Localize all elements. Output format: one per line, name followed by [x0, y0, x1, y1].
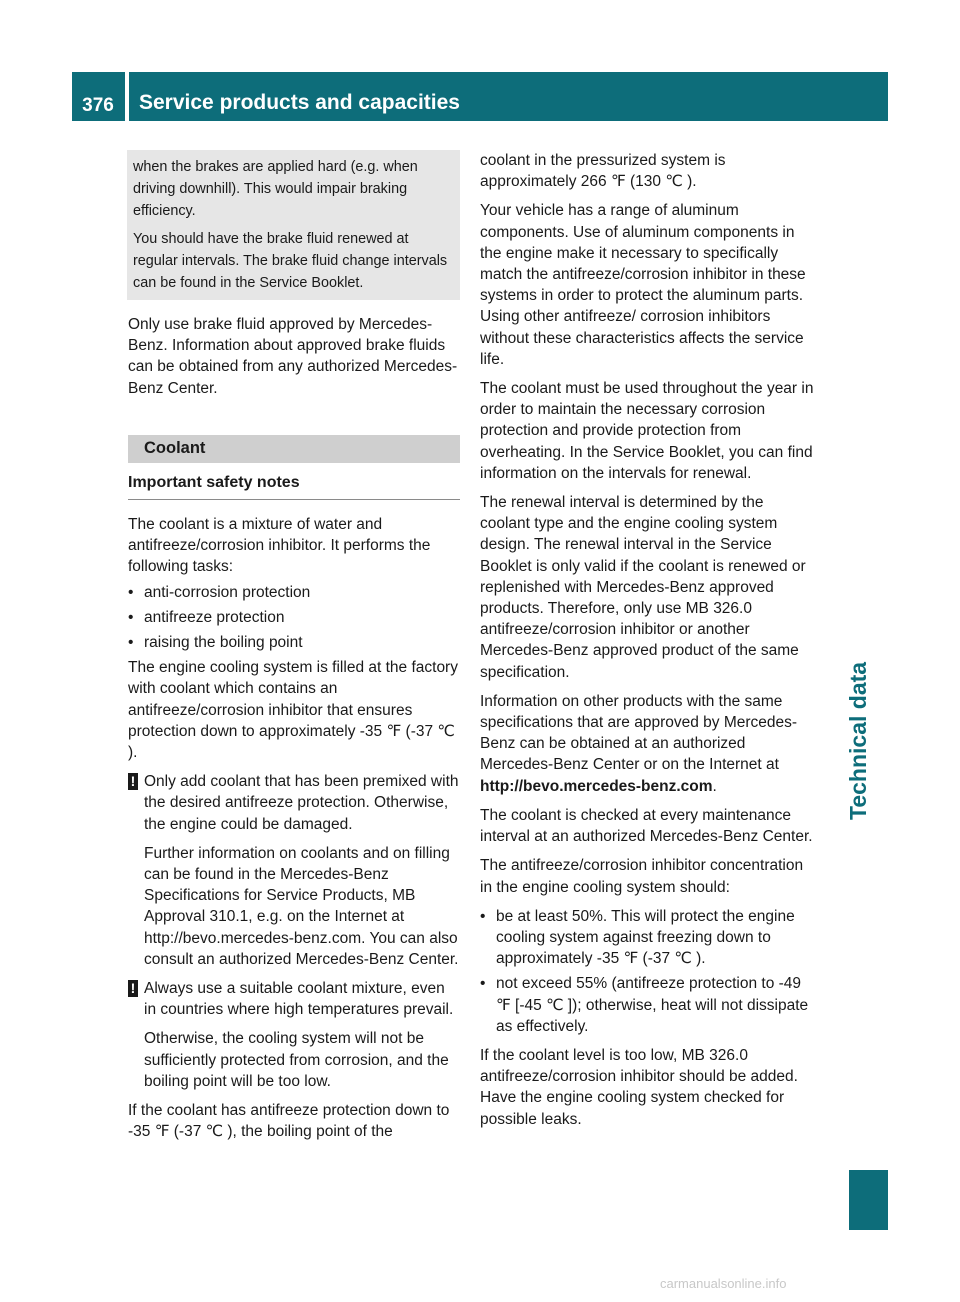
- paragraph: Your vehicle has a range of aluminum components. Use of aluminum components in the engine make it necessary to specifically match the antifreeze/corrosion inhibitor in these systems in order to protect the aluminum parts. Using other antifreeze/ corrosion inhibitors without these characteristics affects the service life.: [480, 202, 806, 368]
- list-item: [128, 607, 460, 628]
- list-item: [128, 582, 460, 603]
- list-item: [480, 906, 814, 970]
- note-paragraph: You should have the brake fluid renewed at regular intervals. The brake fluid change intervals can be found in the Service Booklet.: [133, 231, 448, 291]
- warning-block: [128, 978, 460, 1092]
- list-item-text: not exceed 55% (antifreeze protection to -49 ℉ [-45 ℃ ]); otherwise, heat will not dissipate as effectively.: [496, 975, 809, 1035]
- warning-text: Otherwise, the cooling system will not be sufficiently protected from corrosion, and the boiling point will be too low.: [144, 1030, 449, 1090]
- bullet-icon: •: [128, 634, 134, 652]
- punctuation: .: [712, 777, 717, 795]
- side-tab-marker: [849, 1170, 888, 1230]
- page-number: 376: [82, 95, 114, 116]
- paragraph: [480, 691, 814, 797]
- warning-icon: !: [128, 980, 138, 997]
- header-divider: [125, 72, 129, 121]
- paragraph: If the coolant level is too low, MB 326.0 antifreeze/corrosion inhibitor should be added. Have the engine cooling system checked for possible leaks.: [480, 1046, 798, 1128]
- paragraph: The coolant must be used throughout the year in order to maintain the necessary corrosion protection and provide protection from overheating. In the Service Booklet, you can find information on the intervals for renewal.: [480, 380, 814, 482]
- watermark: carmanualsonline.info: [660, 1276, 787, 1291]
- paragraph: The renewal interval is determined by the coolant type and the engine cooling system design. The renewal interval in the Service Booklet is only valid if the coolant is renewed or replenished with Mercedes-Benz approved products. Therefore, only use MB 326.0 antifreeze/corrosion inhibitor or another Mercedes-Benz approved product of the same specification.: [480, 494, 806, 681]
- left-column: [128, 150, 460, 1143]
- closing-paragraph: If the coolant has antifreeze protection down to -35 ℉ (-37 ℃ ), the boiling point of the: [128, 1102, 450, 1141]
- bullet-icon: •: [128, 608, 134, 626]
- list-item: [480, 973, 814, 1037]
- concentration-list: [480, 906, 814, 1037]
- warning-text: Only add coolant that has been premixed with the desired antifreeze protection. Otherwise, the engine could be damaged.: [144, 773, 459, 833]
- paragraph: The antifreeze/corrosion inhibitor concentration in the engine cooling system should:: [480, 857, 804, 896]
- page-title: Service products and capacities: [139, 91, 460, 114]
- warning-block: [128, 771, 460, 970]
- paragraph-text: Information on other products with the same specifications that are approved by Mercedes-Benz can be obtained at an authorized Mercedes-Benz Center or on the Internet at: [480, 692, 798, 774]
- subheading: Important safety notes: [128, 472, 460, 500]
- factory-fill-paragraph: The engine cooling system is filled at the factory with coolant which contains an antifreeze/corrosion inhibitor that ensures protection down to approximately -35 ℉ (-37 ℃ ).: [128, 659, 458, 762]
- right-column: [480, 150, 814, 1130]
- list-item-text: raising the boiling point: [144, 634, 303, 652]
- list-item-text: be at least 50%. This will protect the engine cooling system against freezing down to approximately -35 ℉ (-37 ℃ ).: [496, 907, 795, 968]
- bullet-icon: •: [480, 975, 486, 993]
- note-paragraph: when the brakes are applied hard (e.g. when driving downhill). This would impair braking efficiency.: [133, 159, 418, 219]
- website-link[interactable]: http://bevo.mercedes-benz.com: [480, 777, 713, 795]
- paragraph: coolant in the pressurized system is approximately 266 ℉ (130 ℃ ).: [480, 152, 726, 191]
- paragraph: The coolant is checked at every maintenance interval at an authorized Mercedes-Benz Center.: [480, 806, 813, 846]
- intro-paragraph: The coolant is a mixture of water and antifreeze/corrosion inhibitor. It performs the following tasks:: [128, 516, 431, 576]
- brake-fluid-paragraph: Only use brake fluid approved by Mercedes-Benz. Information about approved brake fluids can be obtained from any authorized Mercedes-Benz Center.: [128, 316, 458, 397]
- list-item-text: antifreeze protection: [144, 608, 285, 626]
- list-item: [128, 632, 460, 653]
- warning-text: Always use a suitable coolant mixture, even in countries where high temperatures prevail.: [144, 980, 454, 1019]
- side-tab-label: Technical data: [845, 661, 871, 820]
- warning-icon: !: [128, 773, 138, 790]
- list-item-text: anti-corrosion protection: [144, 583, 311, 601]
- warning-text: Further information on coolants and on filling can be found in the Mercedes-Benz Specifications for Service Products, MB Approval 310.1, e.g. on the Internet at http://bevo.mercedes-benz.com. You can also consult an authorized Mercedes-Benz Center.: [144, 844, 459, 968]
- bullet-icon: •: [128, 583, 134, 601]
- task-list: [128, 582, 460, 654]
- section-heading: Coolant: [128, 435, 460, 463]
- note-box: [127, 150, 460, 300]
- bullet-icon: •: [480, 907, 486, 925]
